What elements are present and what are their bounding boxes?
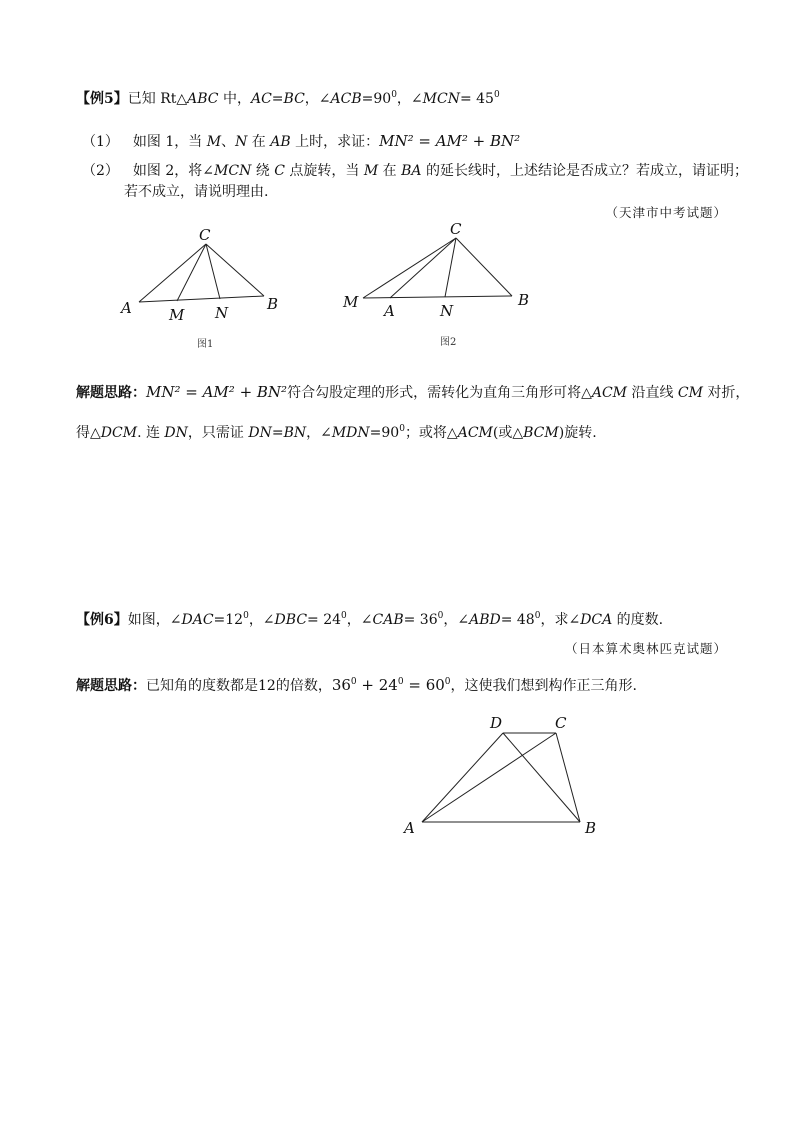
fig1-segment-CN — [206, 244, 220, 299]
fig2-label-M: M — [343, 293, 359, 311]
fig2-label-A: A — [384, 302, 395, 320]
ex5-source: （天津市中考试题） — [605, 205, 727, 220]
ex5-part1: （1） 如图 1，当 M、N 在 AB 上时，求证：MN² = AM² + BN² — [82, 132, 521, 150]
fig1-label-C: C — [199, 226, 211, 244]
ex6-source: （日本算术奥林匹克试题） — [564, 641, 727, 656]
fig2-caption: 图2 — [440, 337, 457, 348]
fig2-label-N: N — [440, 302, 454, 320]
fig1-segment-AC — [139, 244, 206, 302]
part2-number: （2） — [82, 163, 119, 179]
ex6-statement: 【例6】如图，$\angle DAC=12^0$，∠DBC= $24^0$，∠CAB= $36^0$，∠ABD= $48^0$，求∠DCA 的度数. — [76, 611, 664, 628]
fig6-segment-AD — [422, 733, 503, 822]
fig2-label-C: C — [450, 220, 462, 238]
fig6-segment-AC — [422, 733, 556, 822]
ex5-hint-line2: 得△DCM. 连 DN，只需证 DN=BN，$\angle MDN=90^0$；或将△ACM(或△BCM)旋转. — [76, 424, 597, 441]
ex5-hint-label: 解题思路： — [76, 385, 146, 401]
fig1-label-N: N — [215, 304, 229, 322]
fig1-caption: 图1 — [197, 339, 214, 350]
figure-2 — [342, 220, 529, 348]
fig1-segment-AB — [139, 296, 264, 302]
ex5-hint-line1: 解题思路：MN² = AM² + BN²符合勾股定理的形式，需转化为直角三角形可将△ACM 沿直线 CM 对折， — [76, 383, 750, 401]
ex6-hint-label: 解题思路： — [76, 678, 146, 694]
ex5-label: 【例5】 — [76, 91, 128, 107]
figure-ex6 — [402, 714, 596, 837]
fig6-label-D: D — [490, 714, 503, 732]
fig1-label-M: M — [169, 306, 185, 324]
fig1-segment-CB — [206, 244, 264, 296]
part1-number: （1） — [82, 134, 119, 150]
part1-formula: MN² = AM² + BN² — [379, 132, 521, 150]
fig2-label-B: B — [518, 291, 530, 309]
fig2-segment-MB — [363, 296, 512, 298]
fig6-label-B: B — [585, 819, 597, 837]
fig2-segment-CB — [456, 238, 512, 296]
ex6-label: 【例6】 — [76, 612, 128, 628]
fig6-label-C: C — [555, 714, 567, 732]
fig6-label-A: A — [404, 819, 415, 837]
fig1-label-B: B — [267, 295, 279, 313]
fig1-label-A: A — [121, 299, 132, 317]
fig2-segment-MC — [363, 238, 456, 298]
fig1-segment-CM — [177, 244, 206, 301]
ex5-part2-line2: 若不成立，请说明理由. — [124, 184, 269, 200]
ex5-statement: 【例5】已知 Rt△ABC 中，AC=BC，$\angle ACB=90^0$，∠MCN= $45^0$ — [76, 90, 500, 107]
ex5-part2-line1: （2） 如图 2，将∠MCN 绕 C 点旋转，当 M 在 BA 的延长线时，上述结论是否成立？若成立，请证明； — [82, 163, 748, 179]
ex6-hint: 解题思路：已知角的度数都是12的倍数，$36^0 + 24^0 = 60^0$，这使我们想到构作正三角形. — [76, 676, 637, 694]
figure-1 — [119, 226, 278, 350]
